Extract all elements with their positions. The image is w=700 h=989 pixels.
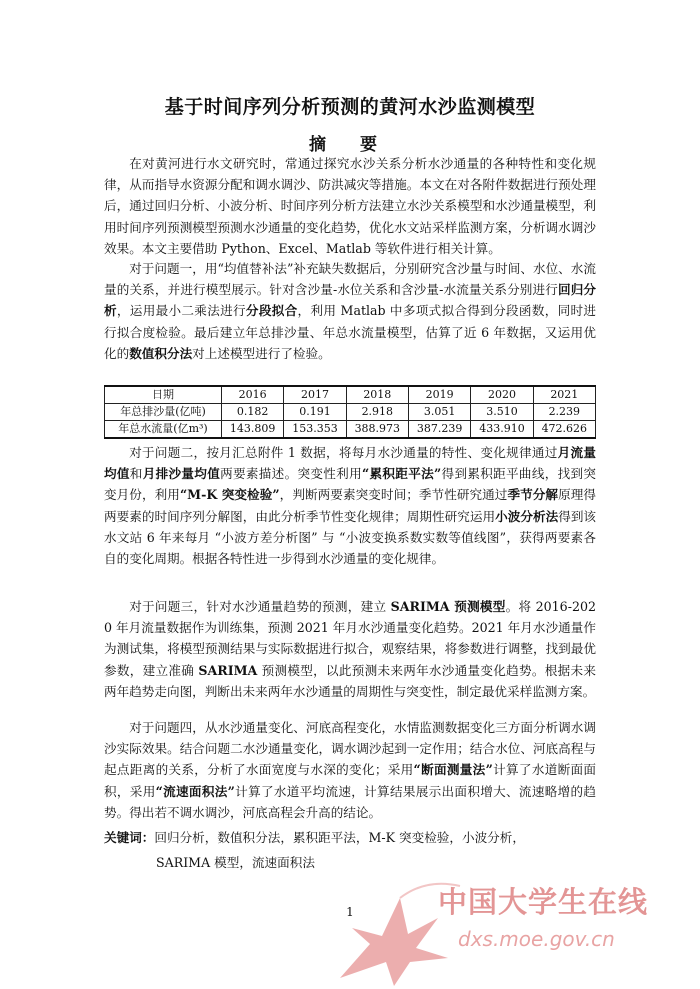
table-cell: 0.182 xyxy=(222,404,284,421)
table-cell: 3.051 xyxy=(408,404,470,421)
bold-term: “流速面积法” xyxy=(155,783,235,799)
table-cell: 2.918 xyxy=(346,404,408,421)
table-header-year: 2017 xyxy=(284,386,346,404)
text-run: 预测模型，以此预测未来两年水沙通量变化趋势。根据未来两年趋势走向图，判断出未来两年水沙通量的周期性与突变性，制定最优采样监测方案。 xyxy=(104,662,596,699)
watermark-logo-icon xyxy=(330,858,700,989)
abstract-paragraph-problem-4 xyxy=(104,717,596,823)
text-run: 对于问题四，从水沙通量变化、河底高程变化，水情监测数据变化三方面分析调水调沙实际效果。结合问题二水沙通量变化，调水调沙起到一定作用；结合水位、河底高程与起点距离的关系，分析了水面宽度与水深的变化；采用 xyxy=(104,720,596,778)
text-run: 和 xyxy=(129,466,143,482)
bold-term: 月流量均值 xyxy=(104,445,596,482)
abstract-paragraph-problem-2 xyxy=(104,442,596,569)
bold-term: SARIMA 预测模型 xyxy=(390,599,506,614)
table-cell: 2.239 xyxy=(533,404,595,421)
bold-term: 季节分解 xyxy=(507,487,559,503)
text-run: ，利用 Matlab 中多项式拟合得到分段函数，同时进行拟合度检验。最后建立年总排沙量、年总水流量模型，估算了近 6 年数据，又运用优化的 xyxy=(104,303,597,361)
text-run: 原理得两要素的时间序列分解图，由此分析季节性变化规律；周期性研究运用 xyxy=(104,487,596,524)
page-number: 1 xyxy=(346,905,354,919)
results-table xyxy=(104,385,596,439)
table-header-row xyxy=(105,386,596,404)
text-run: 两要素描述。突变性利用 xyxy=(220,466,362,482)
abstract-paragraph-problem-1 xyxy=(104,258,596,364)
paragraph-text: 在对黄河进行水文研究时，常通过探究水沙关系分析水沙通量的各种特性和变化规律，从而指导水资源分配和调水调沙、防洪减灾等措施。本文在对各附件数据进行预处理后，通过回归分析、小波分析、时间序列分析方法建立水沙关系模型和水沙通量模型，利用时间序列预测模型预测水沙通量的变化趋势，优化水文站采样监测方案，分析调水调沙效果。本文主要借助 Python、Excel、Matlab 等软件进行相关计算。 xyxy=(104,156,596,256)
table-header-year: 2019 xyxy=(408,386,470,404)
table-header-year: 2021 xyxy=(533,386,595,404)
table-cell: 143.809 xyxy=(222,421,284,439)
bold-term: 数值积分法 xyxy=(129,345,193,361)
table-cell: 388.973 xyxy=(346,421,408,439)
bold-term: “M-K 突变检验” xyxy=(179,487,280,503)
table-cell: 387.239 xyxy=(408,421,470,439)
text-run: 。将 2016-2020 年月流量数据作为训练集，预测 2021 年月水沙通量变化趋势。2021 年月水沙通量作为测试集，将模型预测结果与实际数据进行拟合，观察结果，将参数进行调整，找到最优参数，建立准确 xyxy=(104,599,596,678)
keywords-line-2: SARIMA 模型，流速面积法 xyxy=(156,855,315,870)
keywords-label: 关键词： xyxy=(104,830,155,845)
table-cell: 3.510 xyxy=(471,404,533,421)
keywords-line-1: 回归分析，数值积分法，累积距平法，M-K 突变检验，小波分析， xyxy=(154,830,525,845)
text-run: 对上述模型进行了检验。 xyxy=(192,345,331,361)
text-run: 得到累积距平曲线，找到突变月份，利用 xyxy=(104,466,597,503)
table-row xyxy=(105,421,596,439)
bold-term: 回归分析 xyxy=(104,282,597,319)
abstract-paragraph-problem-3 xyxy=(104,596,596,702)
table-header-year: 2016 xyxy=(222,386,284,404)
watermark-url: dxs.moe.gov.cn xyxy=(458,927,615,951)
text-run: 对于问题三，针对水沙通量趋势的预测，建立 xyxy=(129,599,391,614)
bold-term: “累积距平法” xyxy=(361,466,442,482)
bold-term: “断面测量法” xyxy=(413,762,493,778)
text-run: 对于问题二，按月汇总附件 1 数据，将每月水沙通量的特性、变化规律通过 xyxy=(129,445,558,460)
table-cell: 433.910 xyxy=(471,421,533,439)
table-row-label: 年总水流量(亿m³) xyxy=(105,421,222,439)
table-row xyxy=(105,404,596,421)
table-header-year: 2020 xyxy=(471,386,533,404)
text-run: 计算了水道平均流速，计算结果展示出面积增大、流速略增的趋势。得出若不调水调沙，河底高程会升高的结论。 xyxy=(104,783,596,820)
table-cell: 153.353 xyxy=(284,421,346,439)
abstract-heading: 摘 要 xyxy=(309,135,391,155)
table-cell: 472.626 xyxy=(533,421,595,439)
table-row-label: 年总排沙量(亿吨) xyxy=(105,404,222,421)
text-run: ，运用最小二乘法进行 xyxy=(116,303,246,319)
text-run: 计算了水道断面面积，采用 xyxy=(104,762,597,799)
bold-term: 分段拟合 xyxy=(245,303,298,319)
bold-term: 月排沙量均值 xyxy=(142,466,221,482)
table-header-year: 2018 xyxy=(346,386,408,404)
text-run: 对于问题一，用“均值替补法”补充缺失数据后，分别研究含沙量与时间、水位、水流量的关系，并进行模型展示。针对含沙量-水位关系和含沙量-水流量关系分别进行 xyxy=(104,261,596,298)
table-cell: 0.191 xyxy=(284,404,346,421)
table-header-label: 日期 xyxy=(105,386,222,404)
paper-title: 基于时间序列分析预测的黄河水沙监测模型 xyxy=(164,96,536,118)
abstract-paragraph-intro xyxy=(104,153,596,259)
text-run: ，判断两要素突变时间；季节性研究通过 xyxy=(279,487,508,503)
watermark-text: 中国大学生在线 xyxy=(438,885,649,919)
text-run: 得到该水文站 6 年来每月 “小波方差分析图” 与 “小波变换系数实数等值线图”，获得两要素各自的变化周期。根据各特性进一步得到水沙通量的变化规律。 xyxy=(104,508,597,567)
bold-term: 小波分析法 xyxy=(495,508,559,524)
bold-term: SARIMA xyxy=(198,662,258,678)
